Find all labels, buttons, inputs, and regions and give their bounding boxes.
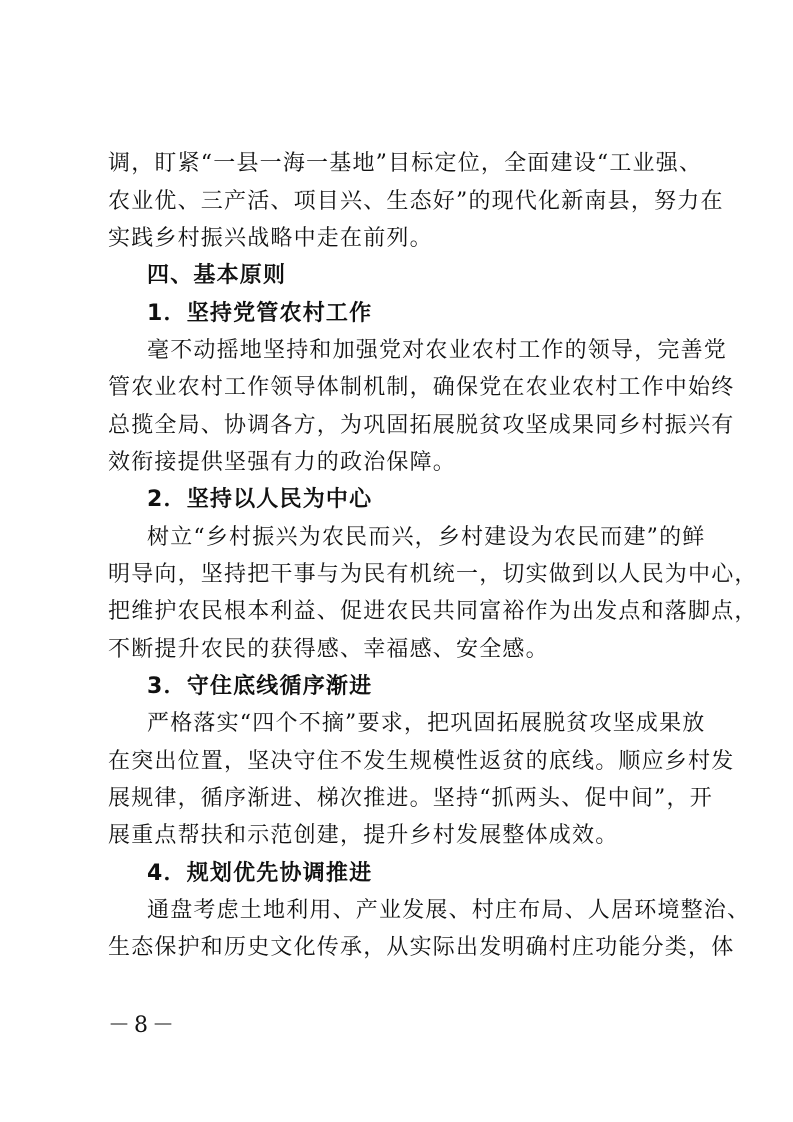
- body-text-line: 毫不动摇地坚持和加强党对农业农村工作的领导，完善党: [147, 338, 728, 363]
- body-text-line: 总揽全局、协调各方，为巩固拓展脱贫攻坚成果同乡村振兴有: [108, 413, 735, 438]
- section-heading: 四、基本原则: [147, 263, 287, 288]
- body-text-line: 生态保护和历史文化传承，从实际出发明确村庄功能分类，体: [108, 935, 735, 960]
- body-text-line: 展重点帮扶和示范创建，提升乡村发展整体成效。: [108, 823, 619, 848]
- body-text-line: 通盘考虑土地利用、产业发展、村庄布局、人居环境整治、: [147, 898, 751, 923]
- body-text-line: 效衔接提供坚强有力的政治保障。: [108, 450, 457, 475]
- body-text-line: 农业优、三产活、项目兴、生态好”的现代化新南县，努力在: [108, 189, 724, 214]
- body-text-line: 展规律，循序渐进、梯次推进。坚持“抓两头、促中间”，开: [108, 786, 713, 811]
- page-number: －8－: [108, 1013, 178, 1038]
- body-text-line: 不断提升农民的获得感、幸福感、安全感。: [108, 637, 549, 662]
- body-text-line: 明导向，坚持把干事与为民有机统一，切实做到以人民为中心，: [108, 562, 758, 587]
- subsection-heading: 3．守住底线循序渐进: [147, 674, 373, 699]
- subsection-heading: 2．坚持以人民为中心: [147, 487, 373, 512]
- body-text-line: 把维护农民根本利益、促进农民共同富裕作为出发点和落脚点，: [108, 599, 758, 624]
- body-text-line: 严格落实“四个不摘”要求，把巩固拓展脱贫攻坚成果放: [147, 711, 706, 736]
- body-text-line: 在突出位置，坚决守住不发生规模性返贫的底线。顺应乡村发: [108, 749, 735, 774]
- subsection-heading: 4．规划优先协调推进: [147, 861, 373, 886]
- body-text-line: 调，盯紧“一县一海一基地”目标定位，全面建设“工业强、: [108, 151, 703, 176]
- body-text-line: 实践乡村振兴战略中走在前列。: [108, 226, 433, 251]
- body-text-line: 树立“乡村振兴为农民而兴，乡村建设为农民而建”的鲜: [147, 525, 706, 550]
- subsection-heading: 1．坚持党管农村工作: [147, 301, 373, 326]
- body-text-line: 管农业农村工作领导体制机制，确保党在农业农村工作中始终: [108, 375, 735, 400]
